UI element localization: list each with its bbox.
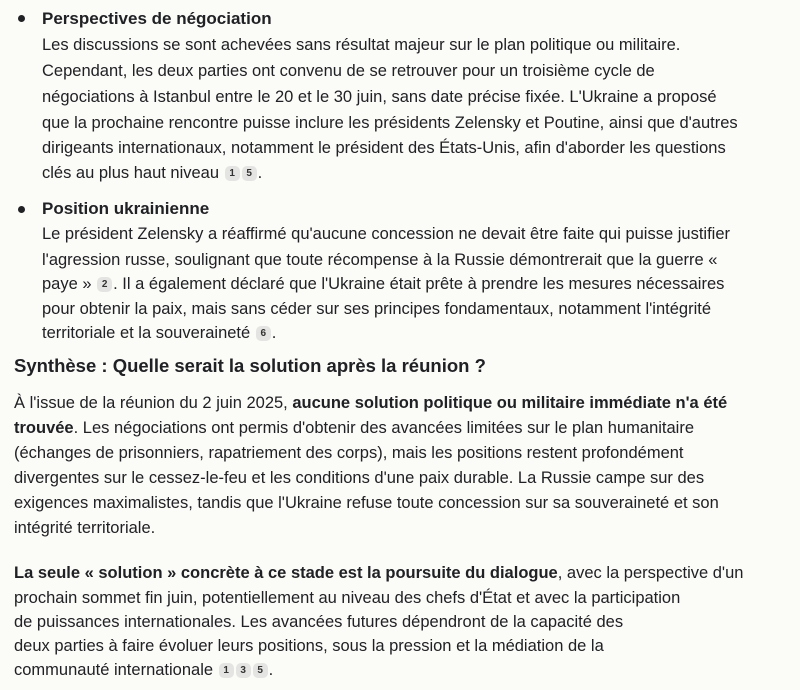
text-line (14, 393, 727, 413)
text-line: l'agression russe, soulignant que toute récompense à la Russie démontrerait que la guerre « (42, 251, 718, 269)
line-text: À l'issue de la réunion du 2 juin 2025, (14, 394, 293, 412)
line-text: . Il a également déclaré que l'Ukraine était prête à prendre les mesures nécessaires (113, 275, 725, 293)
bold-text: trouvée (14, 419, 74, 437)
text-line: divergentes sur le cessez-le-feu et les conditions d'une paix durable. La Russie campe sur des (14, 469, 705, 487)
bold-text: La seule « solution » concrète à ce stade est la poursuite du dialogue (14, 564, 558, 582)
citation-badge[interactable]: 5 (253, 663, 268, 678)
text-line: Le président Zelensky a réaffirmé qu'aucune concession ne devait être faite qui puisse justifier (42, 225, 730, 243)
citation-badge[interactable]: 1 (225, 166, 240, 181)
text-line: exigences maximalistes, tandis que l'Ukraine refuse toute concession sur sa souveraineté et son (14, 494, 719, 512)
item-title: Position ukrainienne (42, 199, 210, 218)
line-tail: . (271, 324, 277, 342)
line-text: clés au plus haut niveau (42, 164, 220, 182)
citation-badge[interactable]: 6 (256, 326, 271, 341)
text-line: (échanges de prisonniers, rapatriement des corps), mais les positions restent profondément (14, 444, 684, 462)
text-line: intégrité territoriale. (14, 519, 156, 537)
text-line: Les discussions se sont achevées sans résultat majeur sur le plan politique ou militaire. (42, 36, 681, 54)
line-text: communauté internationale (14, 661, 214, 679)
text-line (14, 660, 273, 680)
line-text: . Les négociations ont permis d'obtenir des avancées limitées sur le plan humanitaire (73, 419, 695, 437)
text-line (42, 274, 724, 294)
item-title: Perspectives de négociation (42, 9, 272, 28)
text-line: dirigeants internationaux, notamment le président des États-Unis, afin d'aborder les questions (42, 139, 726, 157)
citation-badge[interactable]: 1 (219, 663, 234, 678)
line-text: , avec la perspective d'un (557, 564, 744, 582)
line-tail: . (268, 661, 274, 679)
citation-badge[interactable]: 5 (242, 166, 257, 181)
text-line (14, 563, 743, 583)
text-line (42, 163, 262, 183)
line-text: paye » (42, 275, 92, 293)
text-line: prochain sommet fin juin, potentiellement au niveau des chefs d'État et avec la participation (14, 589, 681, 607)
section-heading: Synthèse : Quelle serait la solution après la réunion ? (14, 355, 486, 376)
text-line: Cependant, les deux parties ont convenu de se retrouver pour un troisième cycle de (42, 62, 655, 80)
line-text: territoriale et la souveraineté (42, 324, 251, 342)
bullet-point (18, 206, 25, 213)
text-line (14, 418, 694, 438)
text-line (42, 323, 276, 343)
text-line: que la prochaine rencontre puisse inclure les présidents Zelensky et Poutine, ainsi que d'autres (42, 114, 738, 132)
text-line: négociations à Istanbul entre le 20 et le 30 juin, sans date précise fixée. L'Ukraine a proposé (42, 88, 717, 106)
bold-text: aucune solution politique ou militaire immédiate n'a été (292, 394, 728, 412)
text-line: pour obtenir la paix, mais sans céder sur ses principes fondamentaux, notamment l'intégrité (42, 300, 711, 318)
line-tail: . (257, 164, 263, 182)
citation-badge[interactable]: 2 (97, 277, 112, 292)
bullet-point (18, 15, 25, 22)
text-line: deux parties à faire évoluer leurs positions, sous la pression et la médiation de la (14, 637, 604, 655)
text-line: de puissances internationales. Les avancées futures dépendront de la capacité des (14, 613, 624, 631)
citation-badge[interactable]: 3 (236, 663, 251, 678)
